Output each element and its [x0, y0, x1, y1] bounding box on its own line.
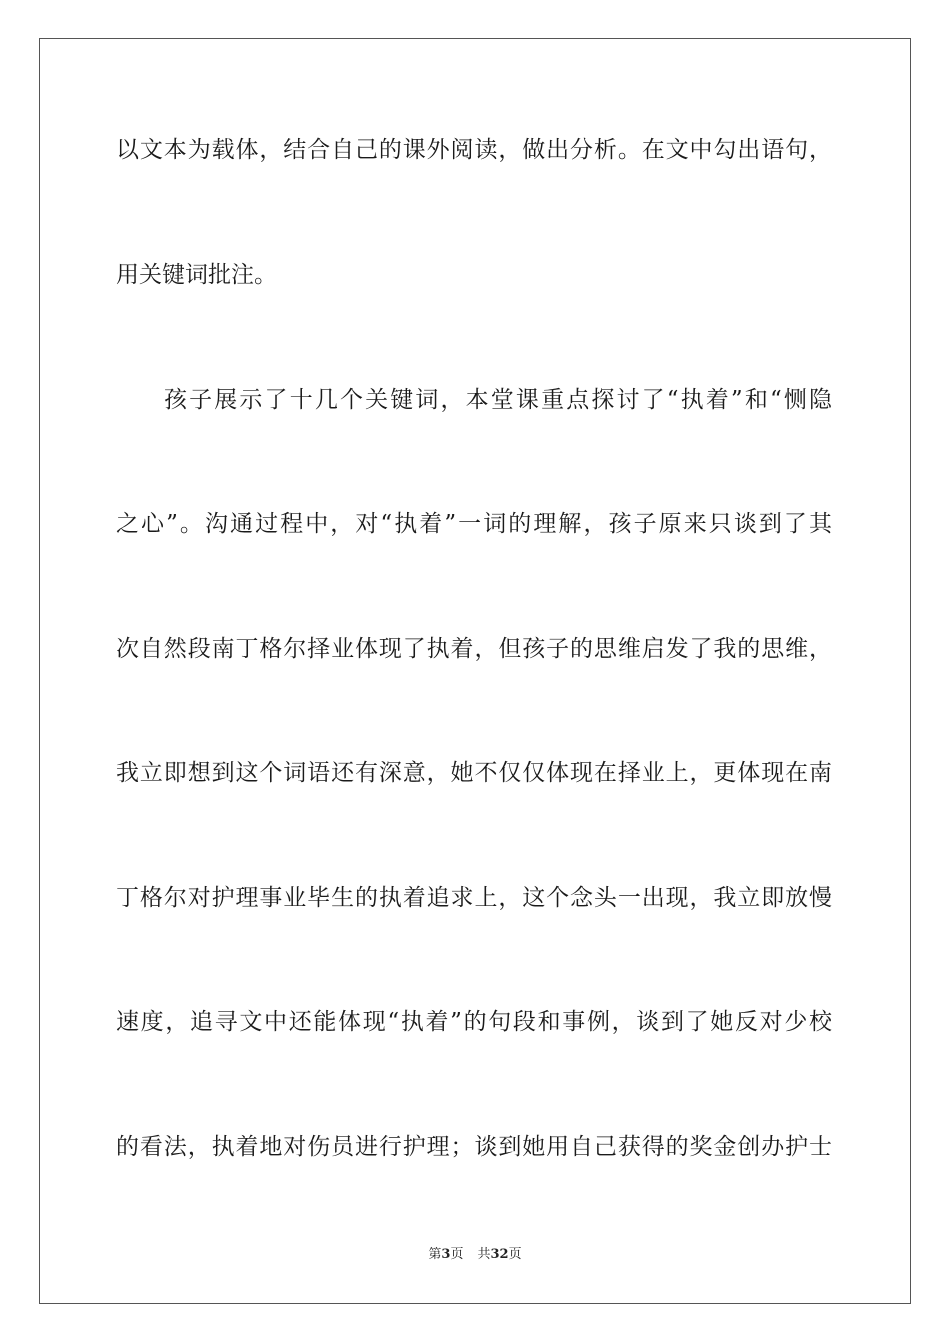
body-line-5: 次自然段南丁格尔择业体现了执着，但孩子的思维启发了我的思维， — [116, 636, 832, 662]
page-border — [39, 38, 911, 1304]
footer-page-prefix: 第 — [428, 1247, 442, 1262]
page-footer — [0, 1246, 950, 1264]
body-line-9: 的看法，执着地对伤员进行护理；谈到她用自己获得的奖金创办护士 — [116, 1134, 832, 1160]
footer-page-unit: 页 — [450, 1247, 464, 1262]
footer-total-prefix: 共 — [477, 1247, 491, 1262]
body-line-7: 丁格尔对护理事业毕生的执着追求上，这个念头一出现，我立即放慢 — [116, 885, 832, 911]
footer-page-total: 32 — [490, 1247, 509, 1262]
footer-page-current: 3 — [441, 1247, 451, 1262]
body-line-8: 速度，追寻文中还能体现“执着”的句段和事例，谈到了她反对少校 — [116, 1009, 832, 1035]
body-line-1: 以文本为载体，结合自己的课外阅读，做出分析。在文中勾出语句， — [116, 137, 832, 163]
footer-total-unit: 页 — [508, 1247, 522, 1262]
body-line-4: 之心”。沟通过程中，对“执着”一词的理解，孩子原来只谈到了其 — [116, 511, 832, 537]
body-line-6: 我立即想到这个词语还有深意，她不仅仅体现在择业上，更体现在南 — [116, 760, 832, 786]
body-line-3: 孩子展示了十几个关键词，本堂课重点探讨了“执着”和“恻隐 — [164, 387, 832, 413]
body-line-2: 用关键词批注。 — [116, 262, 277, 288]
